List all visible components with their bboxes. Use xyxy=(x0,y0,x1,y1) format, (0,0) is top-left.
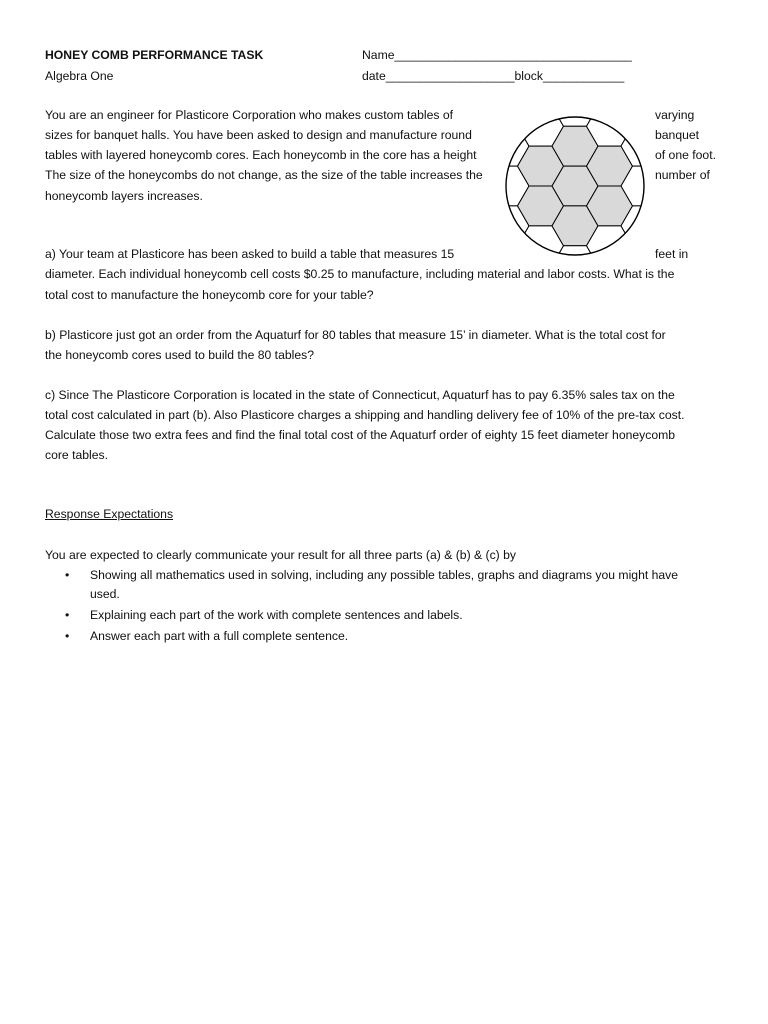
bullet-text-line-2: used. xyxy=(90,587,120,601)
intro-line-4: The size of the honeycombs do not change, as the size of the table increases the xyxy=(45,168,483,182)
course-name: Algebra One xyxy=(45,69,114,83)
bullet-icon: • xyxy=(65,608,70,622)
expectations-heading: Response Expectations xyxy=(45,507,174,521)
part-a-line-2: diameter. Each individual honeycomb cell costs $0.25 to manufacture, including material and labor costs. What is the xyxy=(45,267,675,281)
list-item xyxy=(45,627,735,646)
intro-right-3: of one foot. xyxy=(655,148,716,162)
part-a-right: feet in xyxy=(655,247,689,261)
bullet-text-line-1: Answer each part with a full complete sentence. xyxy=(90,629,349,643)
expectations-list xyxy=(45,566,735,648)
part-b-line-2: the honeycomb cores used to build the 80 tables? xyxy=(45,348,314,362)
part-c-line-3: Calculate those two extra fees and find the final total cost of the Aquaturf order of eighty 15 feet diameter honeycomb xyxy=(45,428,676,442)
part-b-line-1: b) Plasticore just got an order from the Aquaturf for 80 tables that measure 15’ in diameter. What is the total cost for xyxy=(45,328,666,342)
part-c-line-4: core tables. xyxy=(45,448,109,462)
honeycomb-cell xyxy=(621,246,647,258)
bullet-icon: • xyxy=(65,568,70,582)
part-c-line-1: c) Since The Plasticore Corporation is located in the state of Connecticut, Aquaturf has to pay 6.35% sales tax on the xyxy=(45,388,675,402)
name-field-label: Name___________________________________ xyxy=(362,48,632,62)
intro-line-3: tables with layered honeycomb cores. Each honeycomb in the core has a height xyxy=(45,148,477,162)
honeycomb-cell xyxy=(503,114,529,126)
honeycomb-cells xyxy=(503,114,647,258)
date-block-field-label: date___________________block____________ xyxy=(362,69,625,83)
intro-line-2: sizes for banquet halls. You have been asked to design and manufacture round xyxy=(45,128,472,142)
bullet-text-line-1: Explaining each part of the work with complete sentences and labels. xyxy=(90,608,463,622)
intro-line-1: You are an engineer for Plasticore Corporation who makes custom tables of xyxy=(45,108,454,122)
expectations-intro: You are expected to clearly communicate your result for all three parts (a) & (b) & (c) by xyxy=(45,548,516,562)
honeycomb-cell xyxy=(503,246,529,258)
intro-right-4: number of xyxy=(655,168,710,182)
honeycomb-circle-diagram xyxy=(503,114,647,258)
bullet-icon: • xyxy=(65,629,70,643)
part-a-line-3: total cost to manufacture the honeycomb core for your table? xyxy=(45,288,374,302)
list-item xyxy=(45,606,735,625)
part-c-line-2: total cost calculated in part (b). Also Plasticore charges a shipping and handling delivery fee of 10% of the pre-tax cost. xyxy=(45,408,685,422)
intro-right-1: varying xyxy=(655,108,695,122)
intro-right-2: banquet xyxy=(655,128,700,142)
part-a-line-1: a) Your team at Plasticore has been asked to build a table that measures 15 xyxy=(45,247,455,261)
list-item xyxy=(45,566,735,604)
task-title: HONEY COMB PERFORMANCE TASK xyxy=(45,48,264,62)
honeycomb-cell xyxy=(621,114,647,126)
bullet-text-line-1: Showing all mathematics used in solving, including any possible tables, graphs and diagrams you might have xyxy=(90,568,679,582)
intro-line-5: honeycomb layers increases. xyxy=(45,189,203,203)
